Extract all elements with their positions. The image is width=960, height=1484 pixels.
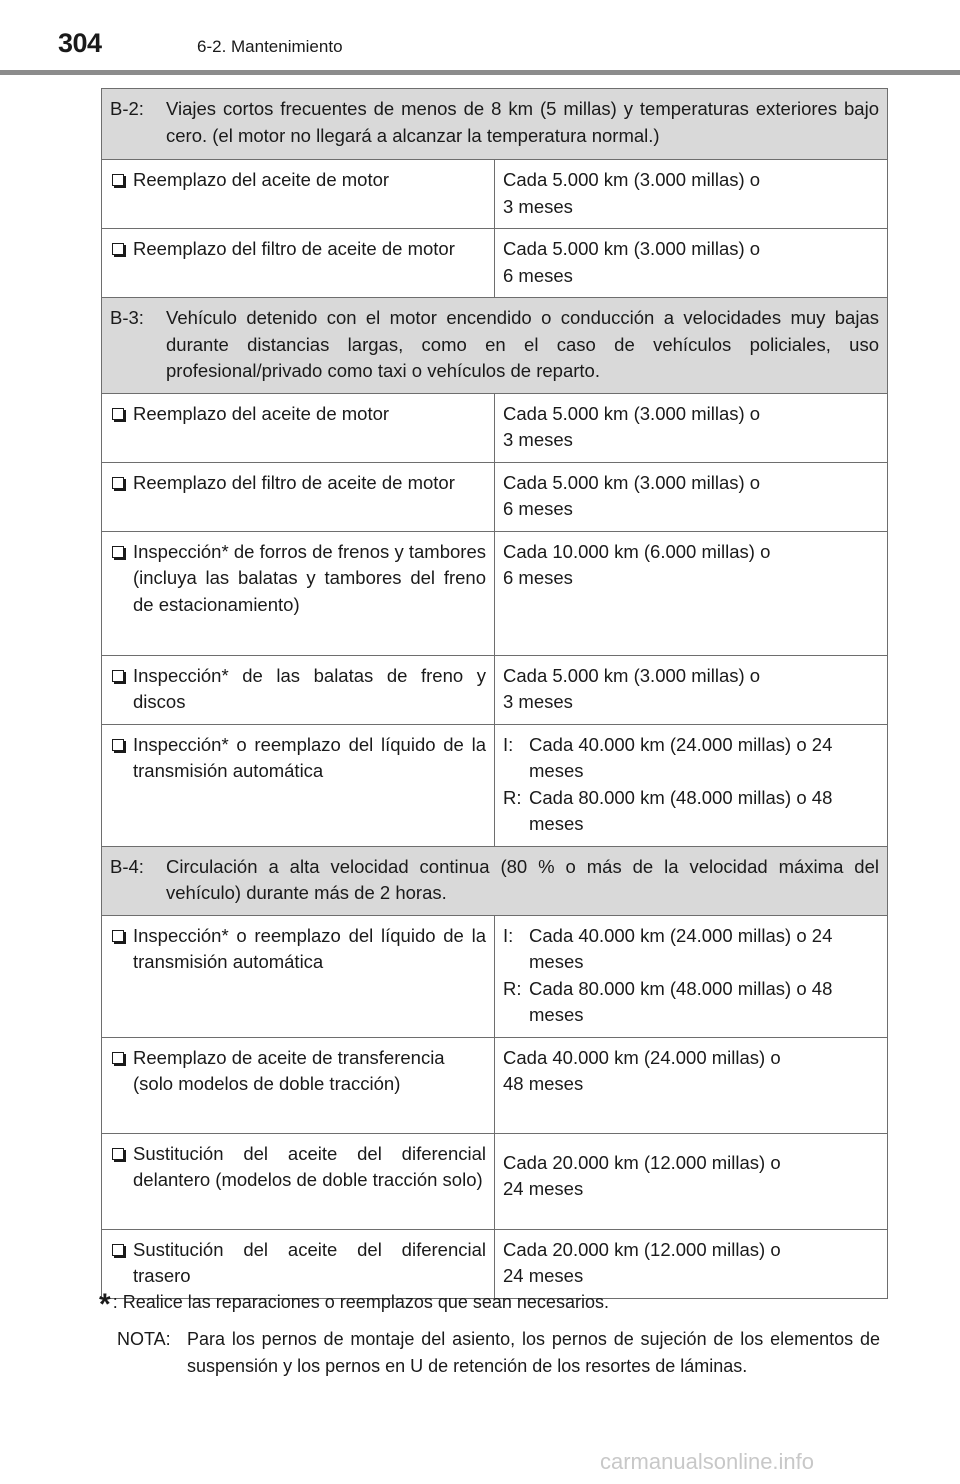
- header-rule: [0, 70, 960, 75]
- condition-header: [102, 89, 888, 160]
- table-row: [102, 462, 888, 531]
- item-text: Reemplazo del filtro de aceite de motor: [133, 471, 455, 493]
- checkbox-icon: [112, 477, 124, 489]
- item-cell: [102, 160, 495, 229]
- interval-line: Cada 40.000 km (24.000 millas) o: [503, 1046, 781, 1068]
- note-label: NOTA:: [117, 1329, 171, 1349]
- checkbox-icon: [112, 243, 124, 255]
- condition-header: [102, 846, 888, 915]
- table-row: [102, 915, 888, 1037]
- section-title: 6-2. Mantenimiento: [197, 37, 343, 56]
- interval-line: 6 meses: [503, 264, 573, 286]
- checkbox-icon: [112, 1148, 124, 1160]
- condition-code: B-4:: [110, 855, 144, 877]
- interval-code: I:: [503, 924, 514, 946]
- item-text: Inspección* o reemplazo del líquido de la transmisión automática: [133, 924, 486, 972]
- interval-line: Cada 5.000 km (3.000 millas) o: [503, 471, 761, 493]
- interval-code: R:: [503, 786, 522, 808]
- item-cell: [102, 915, 495, 1037]
- interval-line: Cada 5.000 km (3.000 millas) o: [503, 664, 761, 686]
- condition-code: B-3:: [110, 307, 144, 328]
- table-row: [102, 229, 888, 298]
- interval-line: 6 meses: [503, 498, 573, 519]
- interval-line: Cada 5.000 km (3.000 millas) o: [503, 402, 761, 424]
- checkbox-icon: [112, 408, 124, 420]
- table-row: [102, 1037, 888, 1133]
- interval-line: Cada 10.000 km (6.000 millas) o: [503, 540, 771, 562]
- item-cell: [102, 229, 495, 298]
- interval-cell: [495, 655, 888, 724]
- interval-cell: [495, 462, 888, 531]
- checkbox-icon: [112, 1052, 124, 1064]
- table-row: [102, 655, 888, 724]
- item-cell: [102, 1133, 495, 1229]
- interval-cell: [495, 531, 888, 655]
- interval-line: 6 meses: [503, 567, 573, 588]
- footnote: [99, 1288, 609, 1322]
- item-text: Inspección* de las balatas de freno y discos: [133, 664, 486, 712]
- interval-text: Cada 40.000 km (24.000 millas) o 24 meses: [529, 733, 833, 781]
- interval-cell: [495, 393, 888, 462]
- interval-cell: [495, 915, 888, 1037]
- interval-cell: [495, 1037, 888, 1133]
- interval-line: 3 meses: [503, 691, 573, 712]
- interval-cell: [495, 160, 888, 229]
- item-text: Reemplazo del filtro de aceite de motor: [133, 238, 455, 259]
- condition-row-b2: [102, 89, 888, 160]
- item-text: Sustitución del aceite del diferencial delantero (modelos de doble tracción solo): [133, 1142, 486, 1190]
- interval-text: Cada 40.000 km (24.000 millas) o 24 meses: [529, 924, 833, 972]
- item-text: Inspección* de forros de frenos y tambores (incluya las balatas y tambores del freno de estacionamiento): [133, 540, 486, 615]
- checkbox-icon: [112, 930, 124, 942]
- page-header: [0, 0, 960, 76]
- interval-cell: [495, 1133, 888, 1229]
- condition-row-b3: [102, 298, 888, 394]
- condition-header: [102, 298, 888, 394]
- condition-code: B-2:: [110, 98, 144, 119]
- note: [117, 1326, 880, 1379]
- interval-line: 48 meses: [503, 1073, 584, 1094]
- footnote-text: : Realice las reparaciones o reemplazos que sean necesarios.: [112, 1292, 609, 1312]
- table-row: [102, 724, 888, 846]
- condition-text: Circulación a alta velocidad continua (80 % o más de la velocidad máxima del vehículo) durante más de 2 horas.: [166, 855, 879, 903]
- note-text: Para los pernos de montaje del asiento, los pernos de sujeción de los elementos de suspensión y los pernos en U de retención de los resortes de láminas.: [187, 1329, 880, 1376]
- condition-text: Vehículo detenido con el motor encendido o conducción a velocidades muy bajas durante distancias largas, como en el caso de vehículos policiales, uso profesional/privado como taxi o vehículos de reparto.: [166, 307, 879, 381]
- interval-line: Cada 5.000 km (3.000 millas) o: [503, 169, 761, 190]
- table-row: [102, 1133, 888, 1229]
- interval-line: 24 meses: [503, 1178, 584, 1199]
- item-cell: [102, 393, 495, 462]
- checkbox-icon: [112, 1244, 124, 1256]
- item-cell: [102, 655, 495, 724]
- interval-line: 24 meses: [503, 1265, 584, 1286]
- interval-code: I:: [503, 733, 514, 755]
- interval-line: 3 meses: [503, 195, 573, 217]
- item-text: Reemplazo del aceite de motor: [133, 402, 390, 424]
- page-number: 304: [58, 28, 102, 58]
- interval-line: Cada 20.000 km (12.000 millas) o: [503, 1151, 781, 1173]
- interval-text: Cada 80.000 km (48.000 millas) o 48 meses: [529, 786, 833, 834]
- checkbox-icon: [112, 739, 124, 751]
- interval-line: Cada 20.000 km (12.000 millas) o: [503, 1238, 781, 1260]
- interval-cell: [495, 724, 888, 846]
- maintenance-table: [101, 88, 888, 1299]
- interval-text: Cada 80.000 km (48.000 millas) o 48 meses: [529, 977, 833, 1025]
- item-cell: [102, 462, 495, 531]
- interval-code: R:: [503, 977, 522, 999]
- item-text: Reemplazo de aceite de transferencia: [133, 1046, 445, 1068]
- condition-text: Viajes cortos frecuentes de menos de 8 km (5 millas) y temperaturas exteriores bajo cero. (el motor no llegará a alcanzar la temperatura normal.): [166, 98, 879, 146]
- table-row: [102, 160, 888, 229]
- item-note: (solo modelos de doble tracción): [133, 1073, 401, 1094]
- item-text: Reemplazo del aceite de motor: [133, 169, 390, 190]
- item-cell: [102, 724, 495, 846]
- item-cell: [102, 1037, 495, 1133]
- table-row: [102, 393, 888, 462]
- footnote-mark: *: [99, 1288, 111, 1321]
- interval-line: Cada 5.000 km (3.000 millas) o: [503, 238, 761, 259]
- interval-cell: [495, 229, 888, 298]
- item-text: Inspección* o reemplazo del líquido de la transmisión automática: [133, 733, 486, 781]
- item-cell: [102, 531, 495, 655]
- checkbox-icon: [112, 670, 124, 682]
- watermark: carmanualsonline.info: [600, 1449, 815, 1474]
- checkbox-icon: [112, 546, 124, 558]
- checkbox-icon: [112, 174, 124, 186]
- condition-row-b4: [102, 846, 888, 915]
- item-text: Sustitución del aceite del diferencial trasero: [133, 1238, 486, 1286]
- table-row: [102, 531, 888, 655]
- interval-line: 3 meses: [503, 429, 573, 450]
